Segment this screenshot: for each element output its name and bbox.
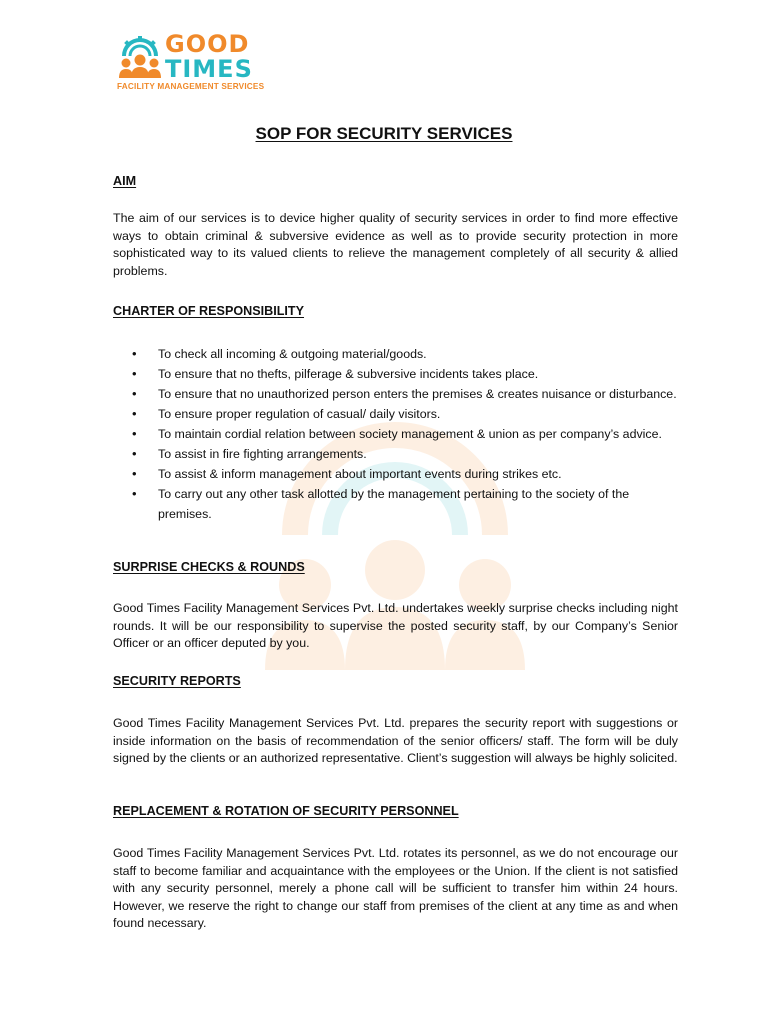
security-reports-paragraph: Good Times Facility Management Services Pvt. Ltd. prepares the security report with suggestions or inside information on the basis of recommendation of the senior officers/ staff. The form will be duly signed by the clients or an authorized representative. Client’s suggestion will always be highly solicited.	[113, 716, 678, 765]
list-item: • To ensure that no unauthorized person enters the premises & creates nuisance or disturbance.	[113, 384, 683, 404]
surprise-checks-heading: SURPRISE CHECKS & ROUNDS	[113, 560, 305, 574]
list-item: • To assist in fire fighting arrangements.	[113, 444, 683, 464]
list-item: • To assist & inform management about important events during strikes etc.	[113, 464, 683, 484]
logo-word-times: TIMES	[165, 55, 253, 83]
company-logo	[117, 30, 265, 92]
people-gear-logo-icon	[117, 32, 163, 78]
document-title: SOP FOR SECURITY SERVICES	[255, 124, 513, 143]
list-item: • To carry out any other task allotted by the management pertaining to the society of the premises.	[113, 484, 683, 524]
aim-paragraph: The aim of our services is to device higher quality of security services in order to find more effective ways to obtain criminal & subversive evidence as well as to provide security protection in more sophisticated way to its valued clients to relieve the management completely of all security & allied problems.	[113, 211, 678, 278]
rotation-heading: REPLACEMENT & ROTATION OF SECURITY PERSONNEL	[113, 804, 459, 818]
logo-subtitle: FACILITY MANAGEMENT SERVICES	[117, 82, 265, 91]
list-item: • To check all incoming & outgoing material/goods.	[113, 344, 683, 364]
list-item: • To maintain cordial relation between society management & union as per company’s advice.	[113, 424, 683, 444]
surprise-checks-paragraph: Good Times Facility Management Services Pvt. Ltd. undertakes weekly surprise checks including night rounds. It will be our responsibility to supervise the posted security staff, by our Company’s Senior Officer or an officer deputed by you.	[113, 601, 678, 650]
charter-list	[113, 344, 683, 524]
list-item: • To ensure proper regulation of casual/ daily visitors.	[113, 404, 683, 424]
security-reports-heading: SECURITY REPORTS	[113, 674, 241, 688]
aim-heading: AIM	[113, 174, 137, 188]
charter-heading: CHARTER OF RESPONSIBILITY	[113, 304, 305, 318]
logo-word-good: GOOD	[165, 30, 250, 58]
list-item: • To ensure that no thefts, pilferage & subversive incidents takes place.	[113, 364, 683, 384]
rotation-paragraph: Good Times Facility Management Services Pvt. Ltd. rotates its personnel, as we do not encourage our staff to become familiar and acquaintance with the employees or the Union. If the client is not satisfied with any security personnel, merely a phone call will be sufficient to transfer him within 24 hours. However, we reserve the right to change our staff from premises of the client at any time as and when found necessary.	[113, 846, 678, 930]
